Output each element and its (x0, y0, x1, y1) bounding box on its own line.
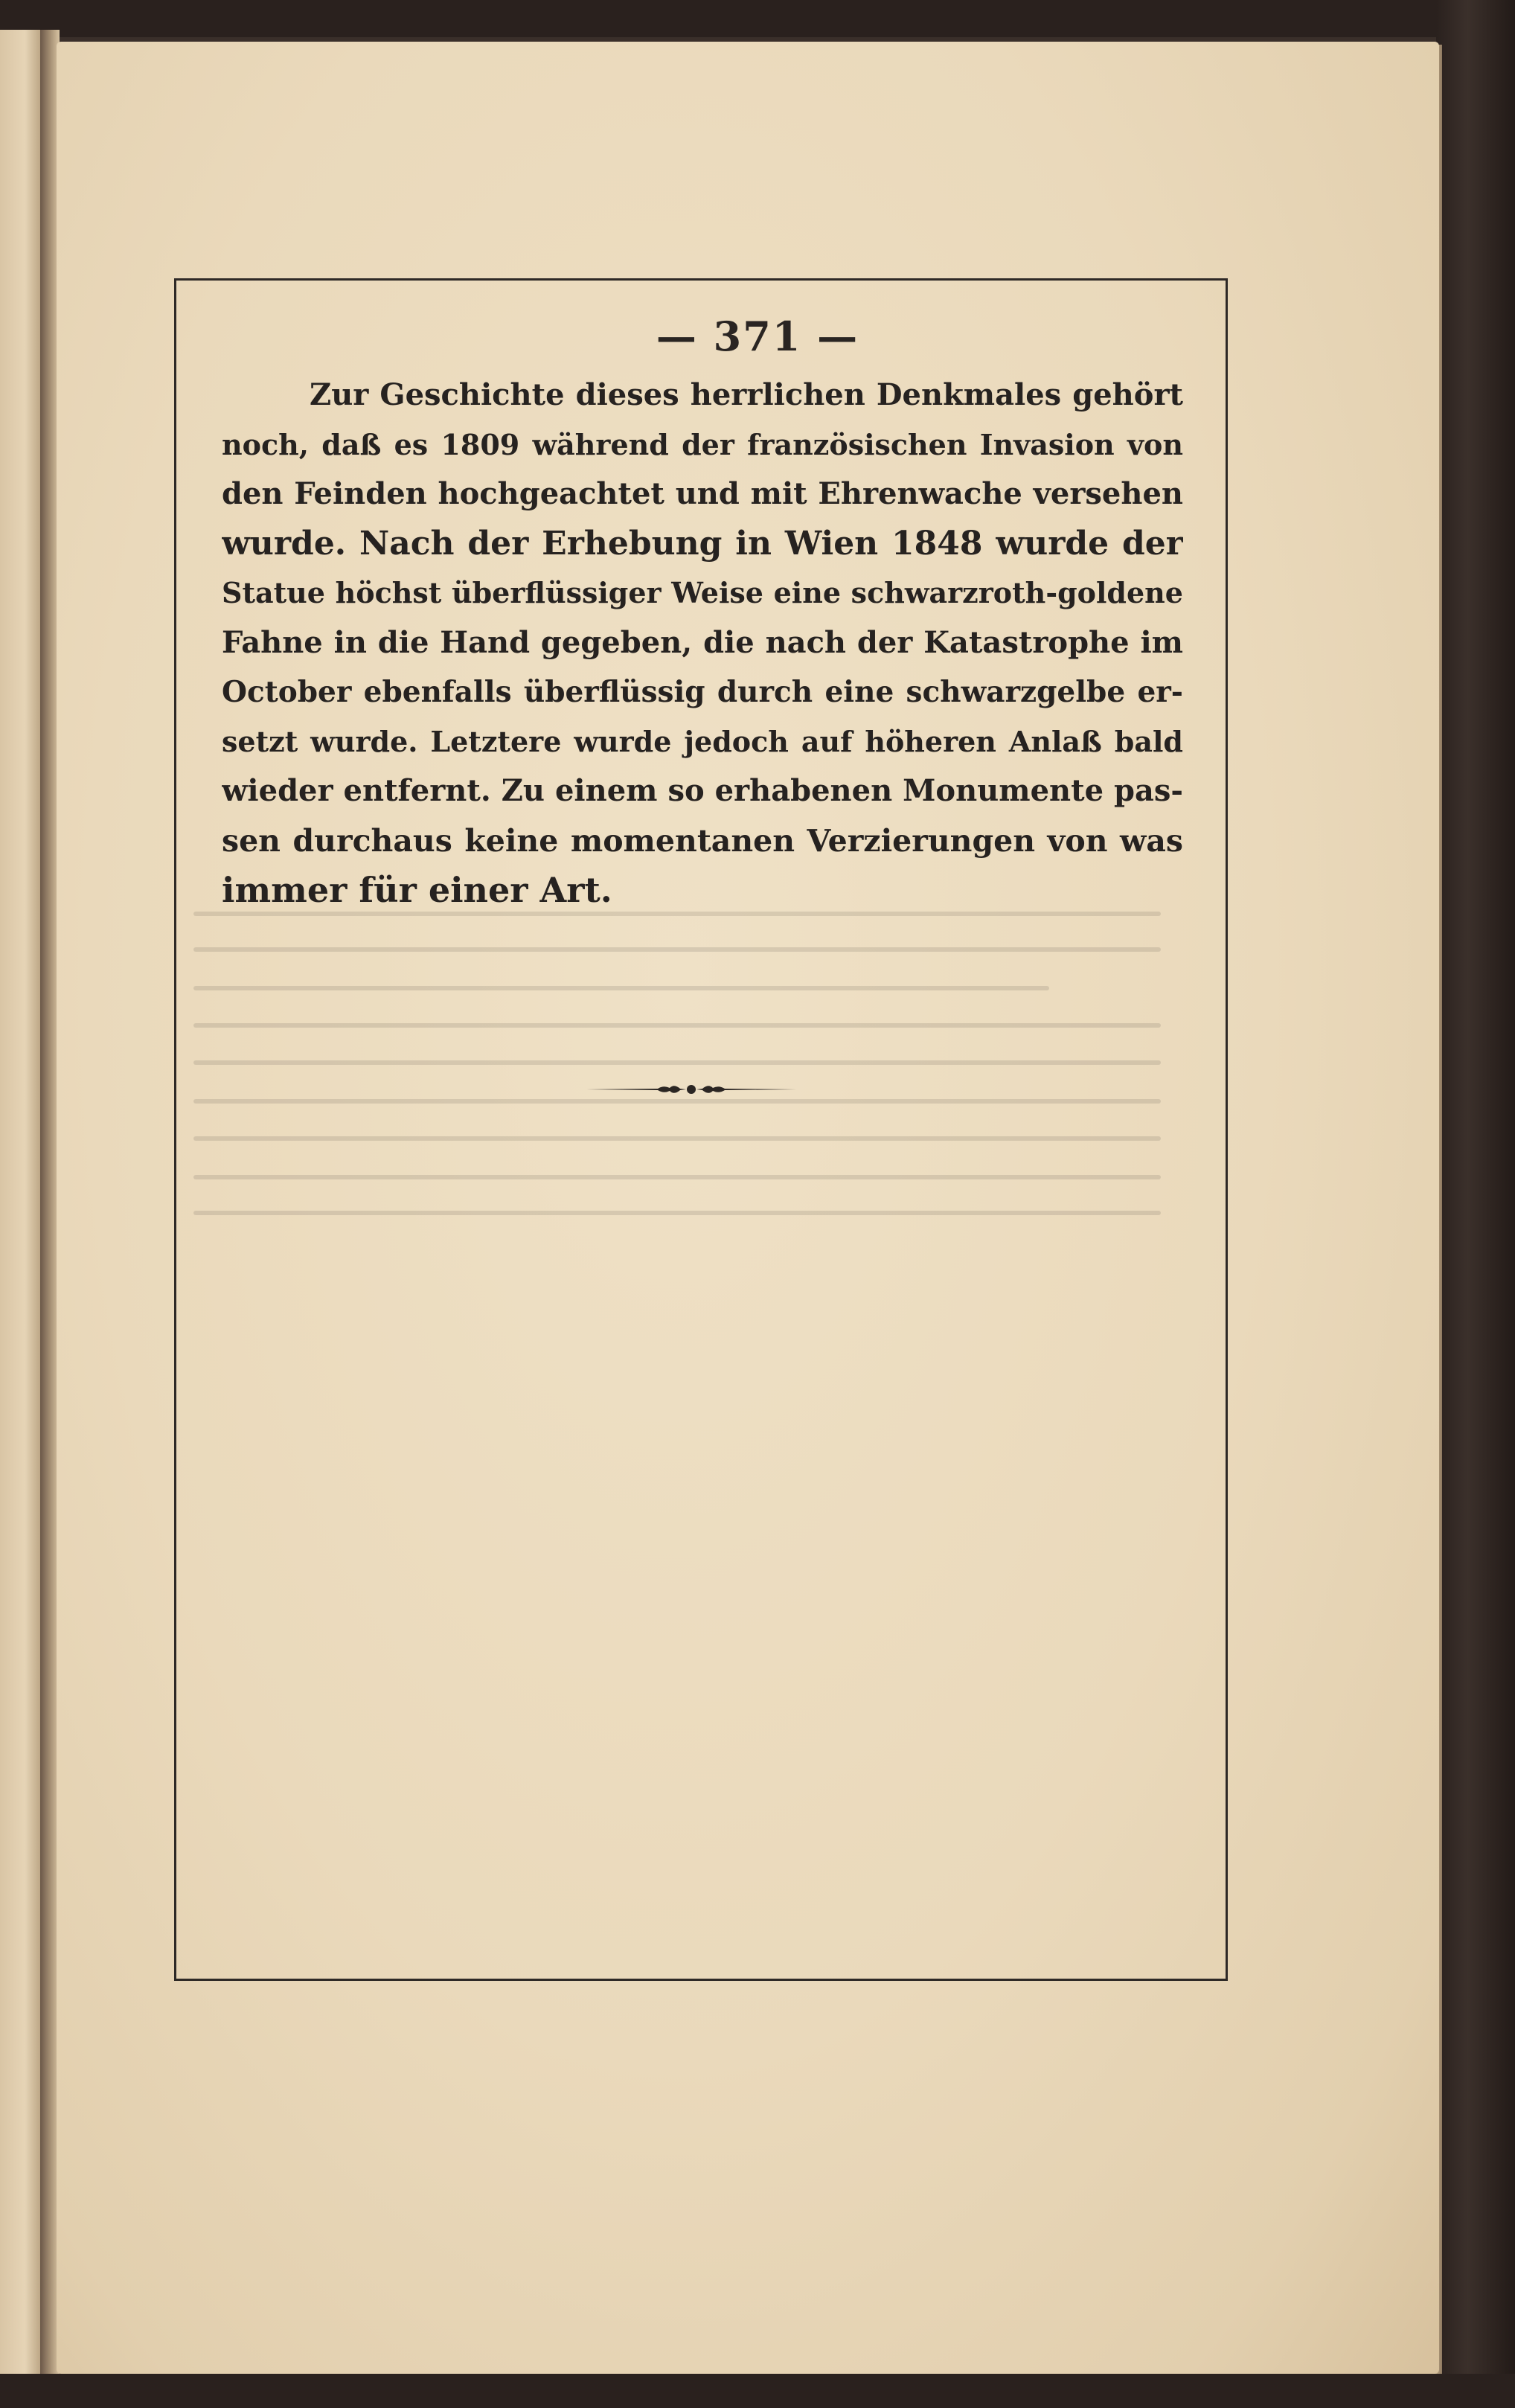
text-line: Fahne in die Hand gegeben, die nach der Katastrophe im (222, 624, 1183, 660)
text-line: Zur Geschichte dieses herrlichen Denkmales gehört (310, 377, 1183, 412)
text-line: Statue höchst überflüssiger Weise eine schwarzroth-goldene (222, 576, 1183, 609)
tail-ornament-icon (586, 1080, 796, 1098)
text-line: wurde. Nach der Erhebung in Wien 1848 wurde der (222, 524, 1183, 563)
text-line: October ebenfalls überflüssig durch eine schwarzgelbe er- (222, 675, 1183, 709)
body-text (222, 371, 1183, 915)
facing-page-edge (0, 30, 42, 2374)
text-line: den Feinden hochgeachtet und mit Ehrenwache versehen (222, 476, 1183, 511)
text-line: setzt wurde. Letztere wurde jedoch auf höheren Anlaß bald (222, 724, 1183, 758)
book-cover-bottom (0, 2374, 1515, 2408)
text-line: sen durchaus keine momentanen Verzierungen von was (222, 822, 1183, 859)
text-line: noch, daß es 1809 während der französischen Invasion von (222, 427, 1183, 461)
page-number: — 371 — (656, 313, 859, 360)
text-line: wieder entfernt. Zu einem so erhabenen Monumente pas- (222, 773, 1183, 808)
text-line: immer für einer Art. (222, 870, 612, 910)
book-cover-top (0, 0, 1515, 37)
book-cover-right (1436, 0, 1515, 2408)
